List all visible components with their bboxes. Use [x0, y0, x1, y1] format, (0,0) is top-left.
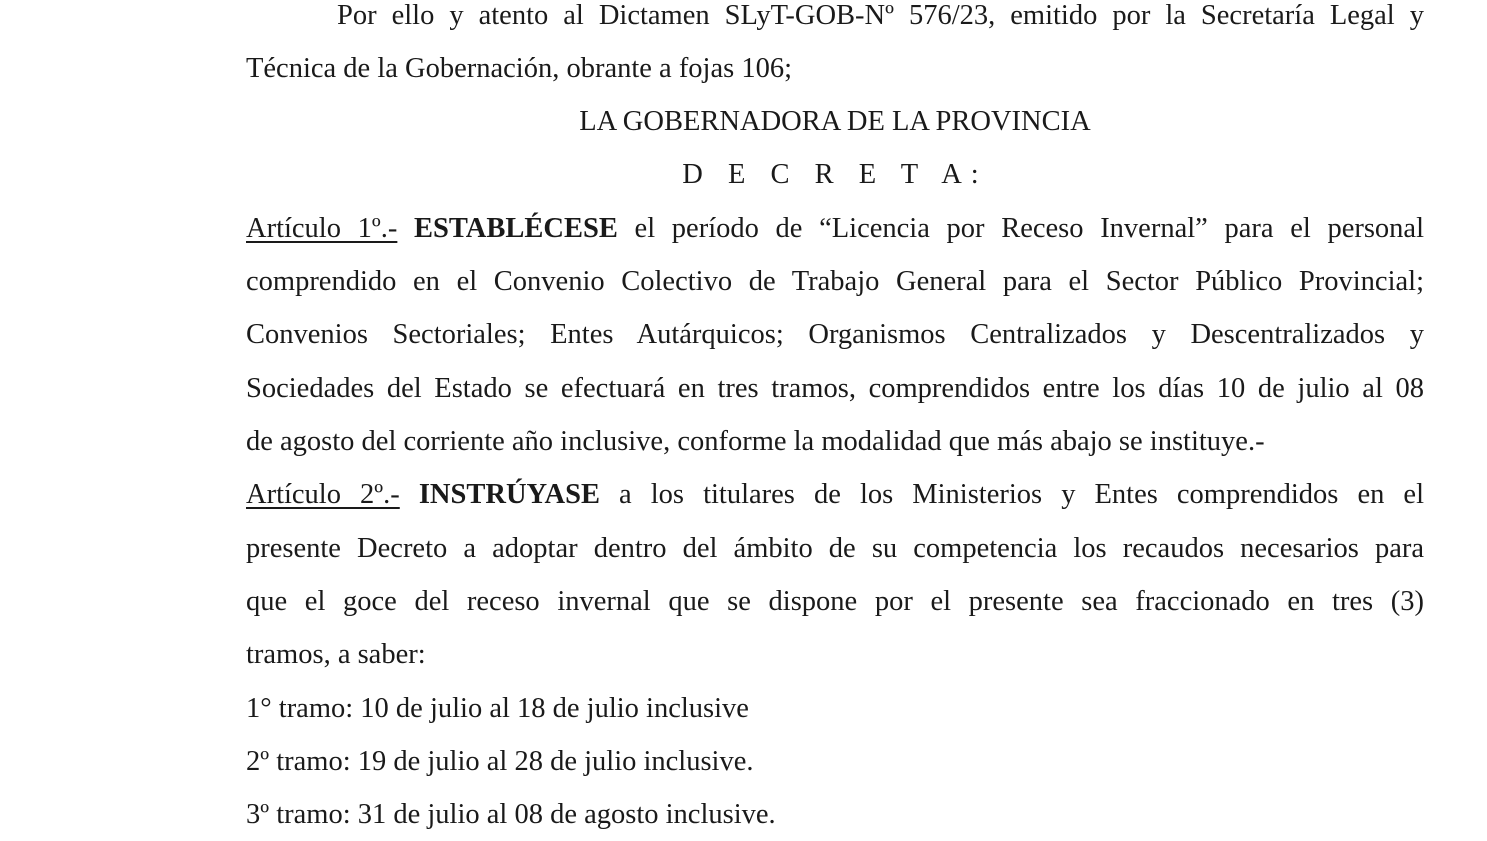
tramo-1 — [246, 689, 1424, 729]
authority-heading — [246, 102, 1424, 142]
article-1-line-2 — [246, 262, 1424, 302]
article-2-text-1: a los titulares de los Ministerios y Entes comprendidos en el — [599, 479, 1424, 510]
article-1-label: Artículo 1º.- — [246, 213, 398, 244]
tramo-3 — [246, 795, 1424, 835]
authority-heading-text: LA GOBERNADORA DE LA PROVINCIA — [579, 106, 1091, 137]
article-2-label: Artículo 2º.- — [246, 479, 400, 510]
article-2-line-4 — [246, 635, 1424, 675]
article-1-line-1 — [246, 209, 1424, 249]
article-1-text-2: comprendido en el Convenio Colectivo de Trabajo General para el Sector Público Provincial; — [246, 266, 1424, 297]
article-2-text-4: tramos, a saber: — [246, 639, 426, 670]
article-2-line-3 — [246, 582, 1424, 622]
article-1-text-1: el período de “Licencia por Receso Invernal” para el personal — [617, 213, 1424, 244]
article-1-text-3: Convenios Sectoriales; Entes Autárquicos; Organismos Centralizados y Descentralizados y — [246, 319, 1424, 350]
article-1-keyword: ESTABLÉCESE — [414, 213, 618, 244]
intro-paragraph-line-2 — [246, 49, 1424, 89]
decree-heading-text: D E C R E T A: — [682, 159, 988, 190]
article-2-line-1 — [246, 475, 1424, 515]
tramo-2-text: 2º tramo: 19 de julio al 28 de julio inclusive. — [246, 746, 754, 777]
tramo-1-text: 1° tramo: 10 de julio al 18 de julio inclusive — [246, 693, 749, 724]
intro-text-1: Por ello y atento al Dictamen SLyT-GOB-Nº 576/23, emitido por la Secretaría Legal y — [337, 0, 1424, 31]
article-1-line-4 — [246, 369, 1424, 409]
article-1-text-4: Sociedades del Estado se efectuará en tres tramos, comprendidos entre los días 10 de julio al 08 — [246, 373, 1424, 404]
article-2-text-3: que el goce del receso invernal que se dispone por el presente sea fraccionado en tres (3) — [246, 586, 1424, 617]
article-1-text-5: de agosto del corriente año inclusive, conforme la modalidad que más abajo se instituye.- — [246, 426, 1265, 457]
intro-text-2: Técnica de la Gobernación, obrante a fojas 106; — [246, 53, 793, 84]
article-2-line-2 — [246, 529, 1424, 569]
decree-heading — [246, 155, 1424, 195]
article-2-text-2: presente Decreto a adoptar dentro del ámbito de su competencia los recaudos necesarios para — [246, 533, 1424, 564]
tramo-3-text: 3º tramo: 31 de julio al 08 de agosto inclusive. — [246, 799, 776, 830]
article-1-line-3 — [246, 315, 1424, 355]
article-2-keyword: INSTRÚYASE — [418, 479, 600, 510]
article-1-line-5 — [246, 422, 1424, 462]
intro-paragraph-line-1 — [337, 0, 1424, 36]
tramo-2 — [246, 742, 1424, 782]
